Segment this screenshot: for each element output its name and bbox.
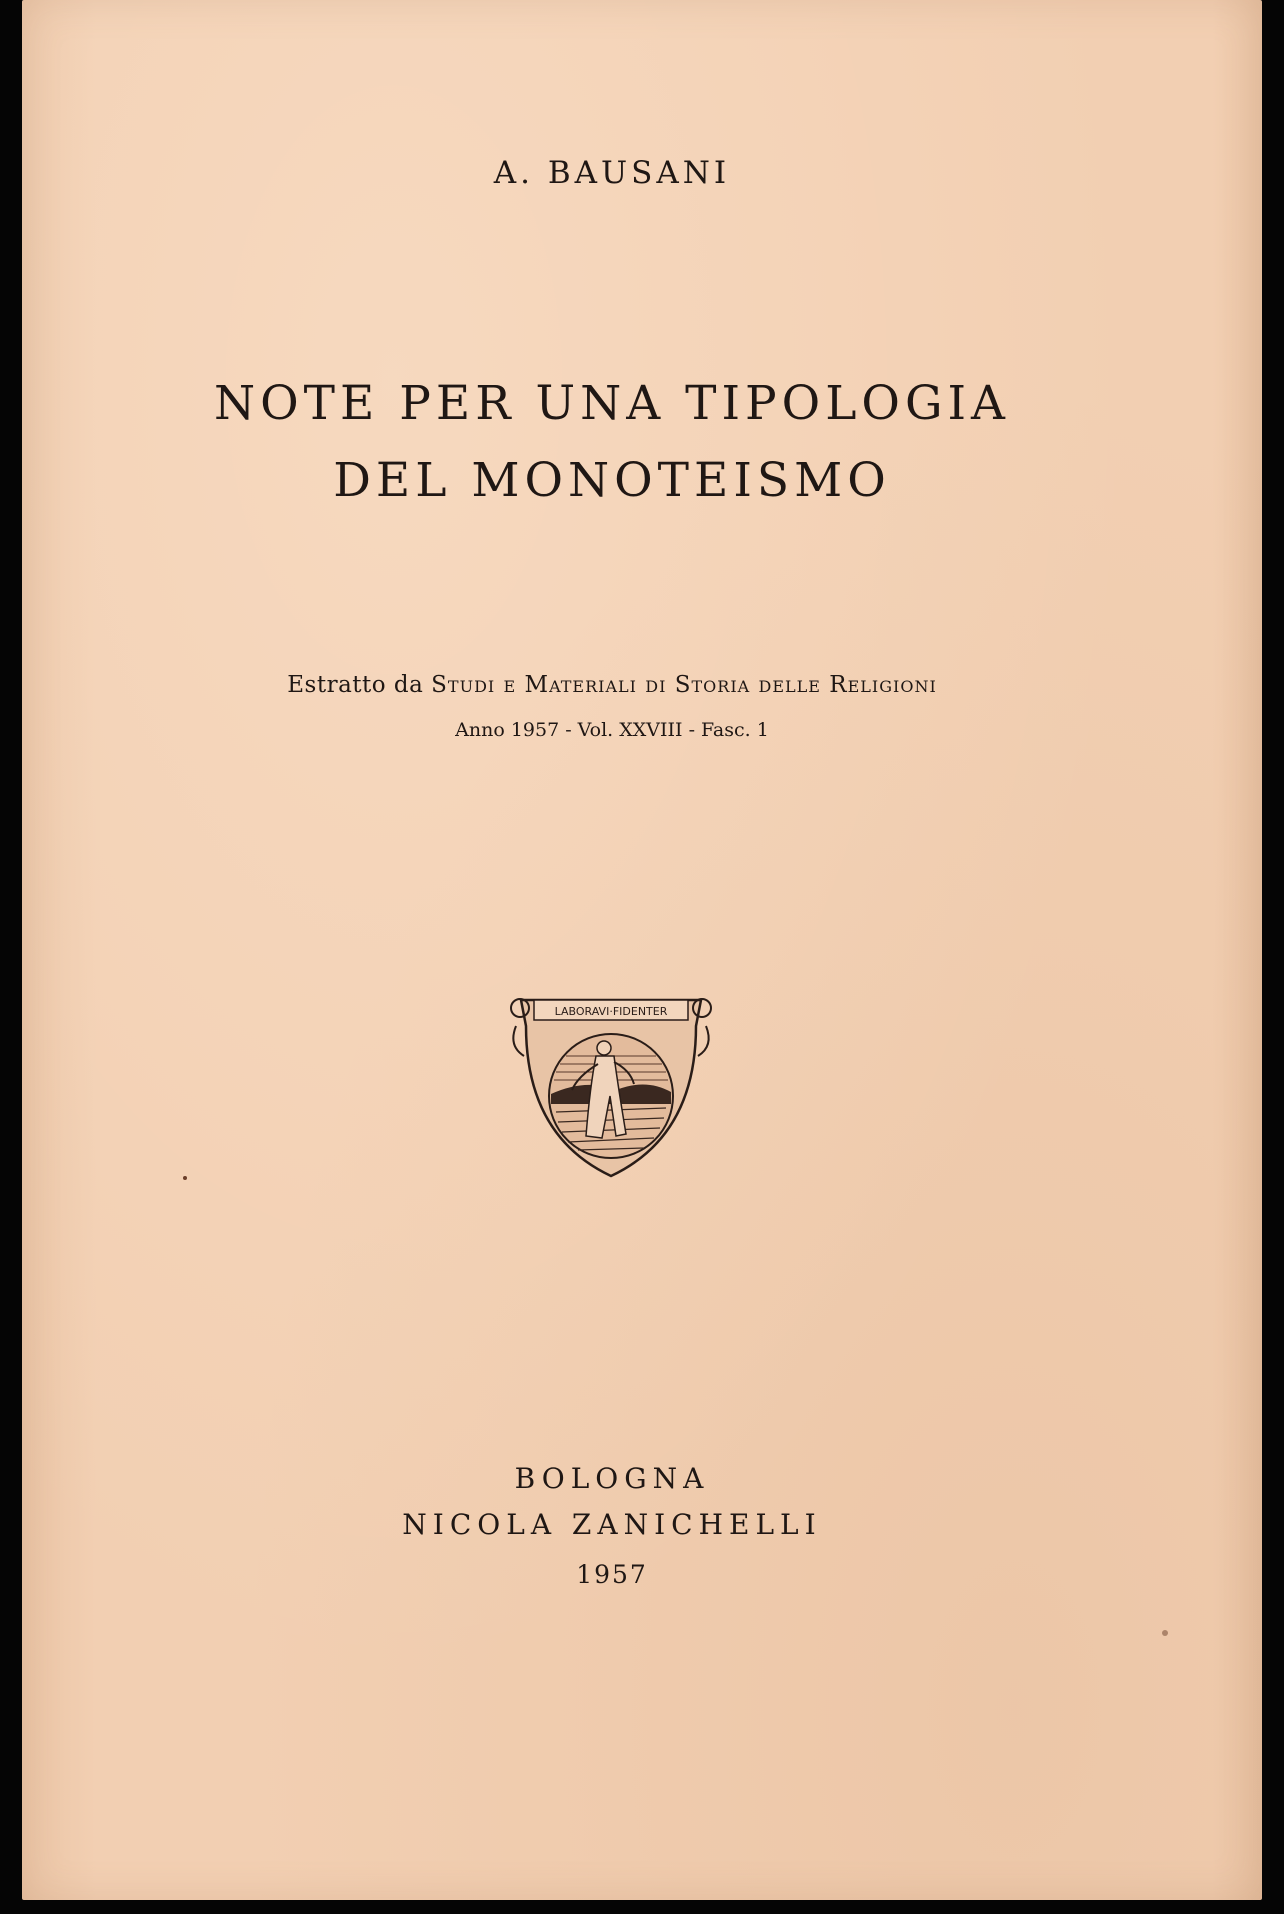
seal-motto: LABORAVI·FIDENTER (554, 1005, 668, 1018)
issue-info: Anno 1957 - Vol. XXVIII - Fasc. 1 (455, 719, 769, 741)
publisher-seal-emblem (506, 986, 716, 1186)
extract-line (22, 672, 1202, 698)
publisher-city: BOLOGNA (514, 1462, 710, 1495)
author-name: A. BAUSANI (493, 155, 731, 191)
title-line-2: DEL MONOTEISMO (333, 453, 891, 508)
publication-year: 1957 (576, 1560, 648, 1589)
paper-speck (183, 1176, 187, 1180)
paper-speck (1162, 1630, 1168, 1636)
title-line-1: NOTE PER UNA TIPOLOGIA (214, 376, 1010, 431)
publisher-name: NICOLA ZANICHELLI (402, 1508, 822, 1541)
journal-title: Studi e Materiali di Storia delle Religioni (431, 672, 937, 698)
cover-page (22, 0, 1262, 1900)
extract-prefix: Estratto da (287, 672, 424, 698)
